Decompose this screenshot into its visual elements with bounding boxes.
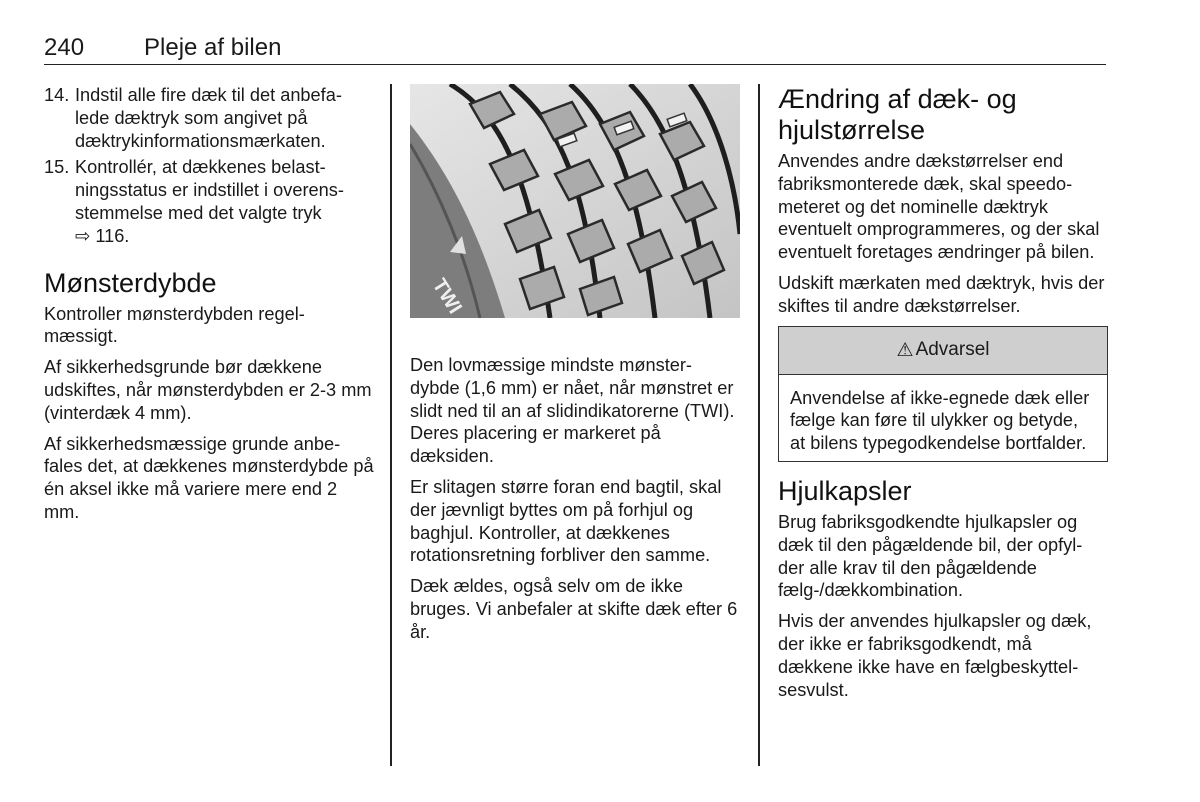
column-divider-right	[758, 84, 760, 766]
paragraph: Hvis der anvendes hjulkapsler og dæk, der ikke er fabriksgodkendt, må dækkene ikke have en fælgbeskyttel- sesvulst.	[778, 611, 1092, 700]
paragraph: Dæk ældes, også selv om de ikke bruges. Vi anbefaler at skifte dæk efter 6 år.	[410, 576, 738, 642]
section-heading: Mønsterdybde	[44, 267, 217, 298]
section-heading: Ændring af dæk- og hjulstørrelse	[778, 84, 1017, 145]
step-text: Kontrollér, at dækkenes belast- ningsstatus er indstillet i overens- stemmelse med det valgte tryk	[75, 157, 344, 223]
section-heading: Hjulkapsler	[778, 475, 912, 506]
paragraph: Anvendes andre dækstørrelser end fabriksmonterede dæk, skal speedo- meteret og det nominelle dæktryk eventuelt omprogrammeres, og der skal eventuelt foretages ændringer på bilen.	[778, 151, 1100, 263]
warning-title: Advarsel	[915, 339, 990, 361]
column-divider-left	[390, 84, 392, 766]
step-number: 15.	[44, 157, 70, 178]
twi-label: TWI	[427, 274, 466, 318]
warning-header	[779, 327, 1107, 375]
column-right	[778, 84, 1108, 709]
list-item	[44, 156, 376, 247]
page-reference-text: 116.	[95, 225, 130, 246]
paragraph: Er slitagen større foran end bagtil, skal der jævnligt byttes om på forhjul og baghjul. Kontroller, at dækkenes rotationsretning forbliver den samme.	[410, 476, 722, 566]
paragraph: Af sikkerhedsgrunde bør dækkene udskiftes, når mønsterdybden er 2-3 mm (vinterdæk 4 mm).	[44, 357, 372, 423]
warning-triangle-icon: ⚠	[896, 339, 914, 361]
tire-tread-illustration	[410, 84, 740, 318]
page-header	[44, 34, 1106, 65]
column-left	[44, 84, 376, 532]
warning-box	[778, 326, 1108, 462]
step-text: Indstil alle fire dæk til det anbefa- lede dæktryk som angivet på dæktrykinformationsmærkaten.	[75, 85, 342, 151]
paragraph: Den lovmæssige mindste mønster- dybde (1,6 mm) er nået, når mønstret er slidt ned til an af slidindikatorerne (TWI). Deres placering er markeret på dæksiden.	[410, 355, 735, 467]
page-title: Pleje af bilen	[144, 34, 282, 61]
warning-body	[779, 375, 1107, 461]
page-reference[interactable]	[75, 226, 129, 246]
tire-tread-image	[410, 84, 740, 318]
paragraph: Brug fabriksgodkendte hjulkapsler og dæk til den pågældende bil, der opfyl- der alle krav til den pågældende fælg-/dækkombination.	[778, 511, 1083, 601]
column-middle	[410, 84, 742, 652]
instruction-list	[44, 84, 376, 248]
paragraph: Af sikkerhedsmæssige grunde anbe- fales det, at dækkenes mønsterdybde på én aksel ikke må variere mere end 2 mm.	[44, 433, 374, 522]
paragraph: Udskift mærkaten med dæktryk, hvis der skiftes til andre dækstørrelser.	[778, 272, 1105, 316]
page-number: 240	[44, 34, 85, 61]
warning-text: Anvendelse af ikke-egnede dæk eller fælge kan føre til ulykker og betyde, at bilens typegodkendelse bortfalder.	[790, 387, 1090, 454]
step-number: 14.	[44, 85, 70, 105]
list-item	[44, 84, 376, 152]
paragraph: Kontroller mønsterdybden regel- mæssigt.	[44, 303, 305, 347]
arrow-right-icon: ⇨	[75, 225, 91, 246]
